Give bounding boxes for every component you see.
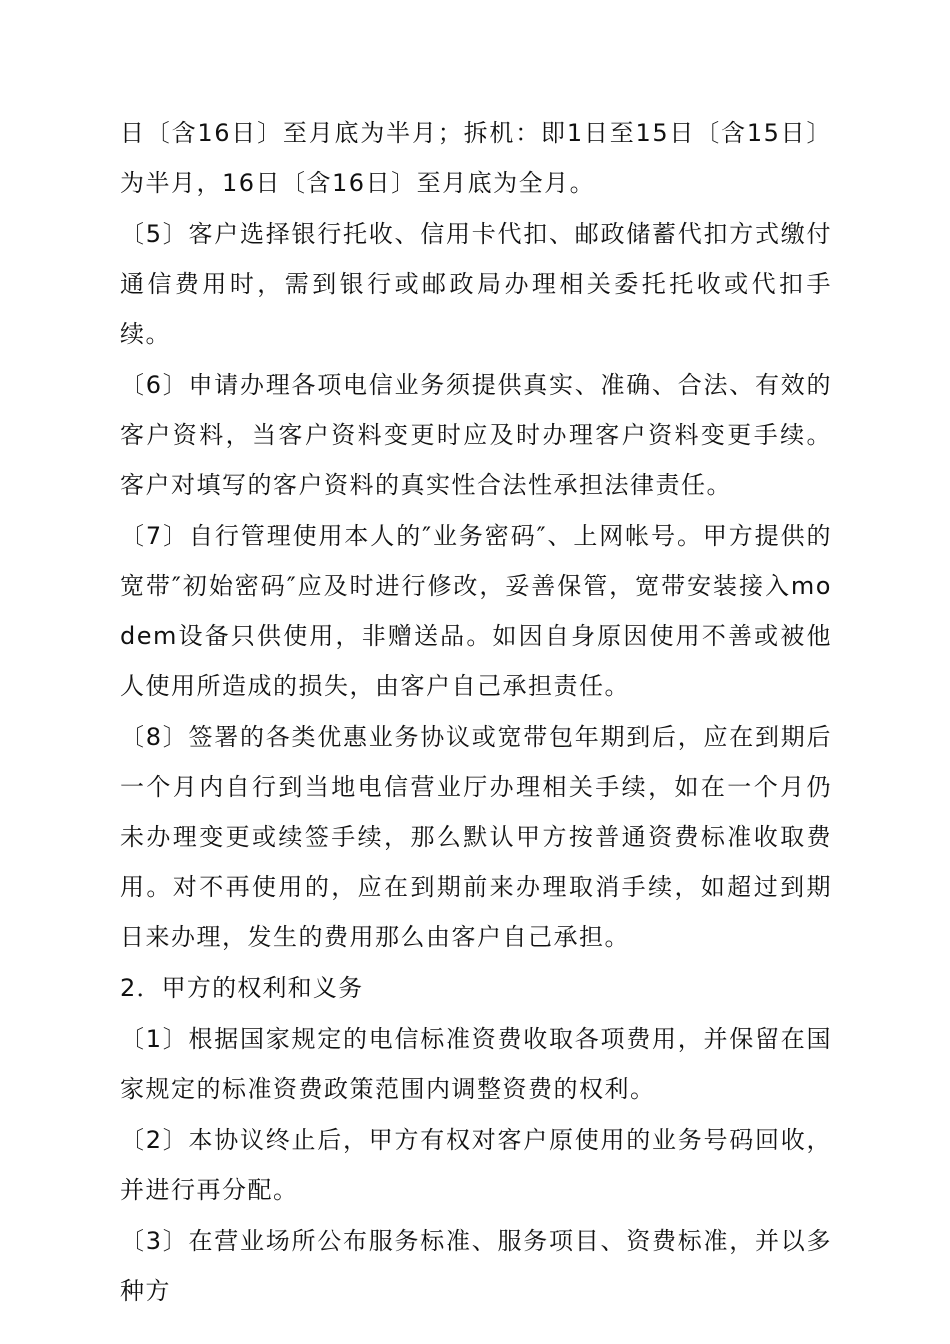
paragraph-item-7: 〔7〕自行管理使用本人的″业务密码″、上网帐号。甲方提供的宽带″初始密码″应及时进行修改，妥善保管，宽带安装接入modem设备只供使用，非赠送品。如因自身原因使用不善或被他人使用所造成的损失，由客户自己承担责任。 xyxy=(120,522,832,700)
paragraph-party-a-item-2: 〔2〕本协议终止后，甲方有权对客户原使用的业务号码回收，并进行再分配。 xyxy=(120,1126,832,1204)
paragraph-party-a-item-1: 〔1〕根据国家规定的电信标准资费收取各项费用，并保留在国家规定的标准资费政策范围内调整资费的权利。 xyxy=(120,1025,832,1103)
paragraph-item-8: 〔8〕签署的各类优惠业务协议或宽带包年期到后，应在到期后一个月内自行到当地电信营业厅办理相关手续，如在一个月仍未办理变更或续签手续，那么默认甲方按普通资费标准收取费用。对不再使用的，应在到期前来办理取消手续，如超过到期日来办理，发生的费用那么由客户自己承担。 xyxy=(120,723,832,951)
paragraph-item-5: 〔5〕客户选择银行托收、信用卡代扣、邮政储蓄代扣方式缴付通信费用时，需到银行或邮政局办理相关委托托收或代扣手续。 xyxy=(120,220,832,348)
document-body xyxy=(120,108,832,1317)
section-heading-party-a-rights: 2．甲方的权利和义务 xyxy=(120,974,364,1002)
paragraph-party-a-item-3: 〔3〕在营业场所公布服务标准、服务项目、资费标准，并以多种方 xyxy=(120,1227,832,1305)
paragraph-item-6: 〔6〕申请办理各项电信业务须提供真实、准确、合法、有效的客户资料，当客户资料变更时应及时办理客户资料变更手续。客户对填写的客户资料的真实性合法性承担法律责任。 xyxy=(120,371,832,499)
paragraph-billing-half-month: 日〔含16日〕至月底为半月；拆机：即1日至15日〔含15日〕为半月，16日〔含16日〕至月底为全月。 xyxy=(120,119,832,197)
